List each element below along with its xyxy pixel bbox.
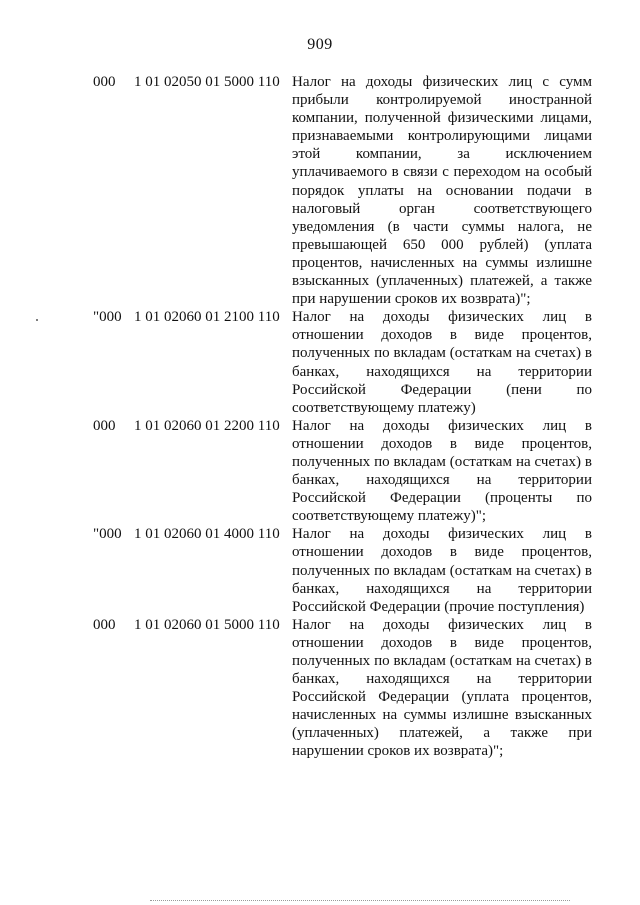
admin-code: 000	[93, 74, 116, 90]
budget-classification-code: 1 01 02060 01 2200 110	[134, 417, 280, 434]
budget-classification-code: 1 01 02060 01 4000 110	[134, 526, 280, 543]
admin-code: 000	[93, 417, 116, 434]
budget-code-entry	[0, 525, 640, 615]
budget-code-list	[0, 73, 640, 761]
income-description: Налог на доходы физических лиц в отношении доходов в виде процентов, полученных по вкладам (остаткам на счетах) в банках, находящихся на территории Российской Федерации (проценты по соответствующему платежу)";	[292, 417, 592, 525]
budget-classification-code: 1 01 02060 01 2100 110	[134, 309, 280, 326]
income-description: Налог на доходы физических лиц в отношении доходов в виде процентов, полученных по вкладам (остаткам на счетах) в банках, находящихся на территории Российской Федерации (пени по соответствующему платежу)	[292, 309, 592, 416]
income-description: Налог на доходы физических лиц с сумм прибыли контролируемой иностранной компании, полученной физическими лицами, признаваемыми контролирующими лицами этой компании, за исключением уплачиваемого в связи с переходом на особый порядок уплаты на основании подачи в налоговый орган соответствующего уведомления (в части суммы налога, не превышающей 650 000 рублей) (уплата процентов, начисленных на суммы излишне взысканных (уплаченных) платежей, а также при нарушении сроков их возврата)";	[292, 74, 592, 308]
budget-classification-code: 1 01 02060 01 5000 110	[134, 616, 280, 633]
income-description: Налог на доходы физических лиц в отношении доходов в виде процентов, полученных по вкладам (остаткам на счетах) в банках, находящихся на территории Российской Федерации (уплата процентов, начисленных на суммы излишне взысканных (уплаченных) платежей, а также при нарушении сроков их возврата)";	[292, 616, 592, 760]
page-number: 909	[307, 36, 333, 53]
budget-code-entry	[0, 616, 640, 761]
scan-bottom-edge	[150, 900, 570, 901]
admin-code: "000	[93, 526, 122, 543]
budget-classification-code: 1 01 02050 01 5000 110	[134, 74, 280, 90]
admin-code: "000	[93, 309, 122, 326]
budget-code-entry	[0, 73, 640, 308]
scan-speck	[36, 319, 38, 321]
budget-code-entry	[0, 417, 640, 526]
budget-code-entry	[0, 308, 640, 417]
admin-code: 000	[93, 616, 116, 633]
income-description: Налог на доходы физических лиц в отношении доходов в виде процентов, полученных по вкладам (остаткам на счетах) в банках, находящихся на территории Российской Федерации (прочие поступления)	[292, 526, 592, 615]
